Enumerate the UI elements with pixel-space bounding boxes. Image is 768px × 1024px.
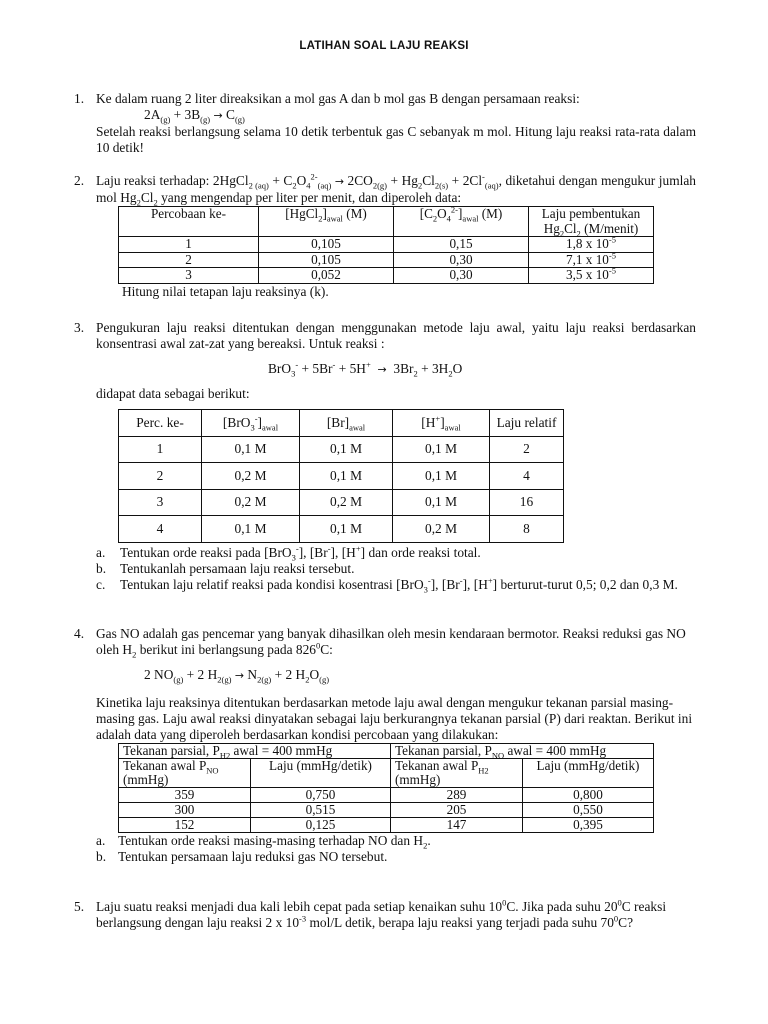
question-2-footer: Hitung nilai tetapan laju reaksinya (k). bbox=[122, 283, 329, 299]
table-subheader-row bbox=[119, 759, 654, 788]
col-laju-relatif: Laju relatif bbox=[490, 410, 564, 437]
question-number: 5. bbox=[74, 899, 85, 914]
col-c2o4: $[C_2O_4^{2-}]_{awal}$ (M) bbox=[394, 207, 529, 237]
reaction-equation-1: $2A_{(g)} + 3B_{(g)} \to C_{(g)}$ bbox=[144, 107, 245, 125]
table-row: 3 0,2 M 0,2 M 0,1 M 16 bbox=[119, 489, 564, 516]
data-table-q4 bbox=[118, 743, 654, 833]
col-hgcl2: $[HgCl_2]_{awal}$ (M) bbox=[259, 207, 394, 237]
list-item: b. Tentukan persamaan laju reduksi gas NO tersebut. bbox=[96, 849, 388, 864]
question-3-subquestions bbox=[96, 545, 696, 593]
question-number: 3. bbox=[74, 320, 85, 335]
table-row: 2 0,2 M 0,1 M 0,1 M 4 bbox=[119, 463, 564, 490]
table-row: 1 0,1 M 0,1 M 0,1 M 2 bbox=[119, 436, 564, 463]
col-br: $[Br]_{awal}$ bbox=[300, 410, 393, 437]
reaction-equation-3: $BrO_3^- + 5Br^- + 5H^+ \to 3Br_2 + 3H_2O$ bbox=[268, 359, 463, 379]
question-3-intro: Pengukuran laju reaksi ditentukan dengan menggunakan metode laju awal, yaitu laju reaksi berdasarkan konsentrasi awal zat-zat yang bereaksi. Untuk reaksi : bbox=[96, 320, 696, 351]
table-row: 1 0,105 0,15 1,8 x $10^{-5}$ bbox=[119, 237, 654, 253]
reaction-equation-4: 2 $NO_{(g)} + 2$ $H_{2(g)} \to N_{2(g)} + 2$ $H_2O_{(g)}$ bbox=[144, 667, 330, 685]
col-perc: Perc. ke- bbox=[119, 410, 202, 437]
col-pno: Tekanan awal $P_{NO}$ (mmHg) bbox=[119, 759, 251, 788]
col-h: $[H^+]_{awal}$ bbox=[393, 410, 490, 437]
question-1-body: Setelah reaksi berlangsung selama 10 detik terbentuk gas C sebanyak m mol. Hitung laju reaksi rata-rata dalam 10 detik! bbox=[96, 124, 696, 155]
table-header-row bbox=[119, 744, 654, 759]
question-4 bbox=[74, 626, 696, 865]
list-item: b. Tentukanlah persamaan laju reaksi tersebut. bbox=[96, 560, 355, 576]
question-1 bbox=[74, 91, 696, 156]
question-3 bbox=[74, 320, 696, 595]
list-item: a. Tentukan orde reaksi masing-masing terhadap NO dan $H_2$. bbox=[96, 833, 431, 851]
question-5-text: Laju suatu reaksi menjadi dua kali lebih cepat pada setiap kenaikan suhu $10^0C$. Jika pada suhu $20^0C$ reaksi berlangsung dengan laju reaksi 2 x $10^{-3}$ mol/L detik, berapa laju reaksi yang terjadi pada suhu $70^0C$? bbox=[96, 897, 667, 930]
col-laju: Laju pembentukan $Hg_2Cl_2$ (M/menit) bbox=[529, 207, 654, 237]
data-table-q2 bbox=[118, 206, 654, 284]
table-row: 300 0,515 205 0,550 bbox=[119, 803, 654, 818]
list-item: a. Tentukan orde reaksi pada [BrO$_3$-], [Br-], [H+] dan orde reaksi total. bbox=[96, 543, 481, 563]
question-4-paragraph: Kinetika laju reaksinya ditentukan berdasarkan metode laju awal dengan mengukur tekanan parsial masing-masing gas. Laju awal reaksi dinyatakan sebagai laju berkurangnya tekanan parsial (P) dari reaktan. Berikut ini adalah data yang diperoleh berdasarkan kondisi percobaan yang dilakukan: bbox=[96, 695, 693, 742]
right-header: Tekanan parsial, $P_{NO}$ awal = 400 mmHg bbox=[391, 744, 654, 759]
question-2 bbox=[74, 171, 696, 300]
col-percobaan: Percobaan ke- bbox=[119, 207, 259, 237]
table-row: 4 0,1 M 0,1 M 0,2 M 8 bbox=[119, 516, 564, 543]
list-item: c. Tentukan laju relatif reaksi pada kondisi kosentrasi [BrO$_3$-], [Br-], [H+] berturut-turut 0,5; 0,2 dan 0,3 M. bbox=[96, 575, 678, 595]
col-bro3: $[BrO_3^-]_{awal}$ bbox=[202, 410, 300, 437]
question-1-intro: Ke dalam ruang 2 liter direaksikan a mol gas A dan b mol gas B dengan persamaan reaksi: bbox=[96, 91, 580, 106]
table-header-row bbox=[119, 207, 654, 237]
question-3-data-label: didapat data sebagai berikut: bbox=[96, 386, 250, 401]
question-2-intro: Laju reaksi terhadap: 2HgCl$_{2 (aq)}$ + $C_2O_4^{2-}_{(aq)} \to 2CO_{2(g)} + Hg_2Cl_{2(s)} + 2Cl^-_{(aq)}$, diketahui dengan mengukur jumlah mol $Hg_2Cl_2$ yang mengendap per liter per menit, dan diperoleh data: bbox=[96, 171, 696, 208]
question-5 bbox=[74, 897, 696, 931]
left-header: Tekanan parsial, $P_{H2}$ awal = 400 mmHg bbox=[119, 744, 391, 759]
col-laju-2: Laju (mmHg/detik) bbox=[523, 759, 654, 788]
question-number: 4. bbox=[74, 626, 85, 641]
question-number: 1. bbox=[74, 91, 85, 106]
table-row: 2 0,105 0,30 7,1 x $10^{-5}$ bbox=[119, 252, 654, 268]
page-title: LATIHAN SOAL LAJU REAKSI bbox=[299, 40, 469, 52]
data-table-q3 bbox=[118, 409, 564, 543]
table-header-row bbox=[119, 410, 564, 437]
table-row: 3 0,052 0,30 3,5 x $10^{-5}$ bbox=[119, 268, 654, 284]
table-row: 152 0,125 147 0,395 bbox=[119, 818, 654, 833]
col-laju-1: Laju (mmHg/detik) bbox=[251, 759, 391, 788]
question-4-subquestions bbox=[96, 833, 696, 865]
col-ph2: Tekanan awal $P_{H2}$ (mmHg) bbox=[391, 759, 523, 788]
table-row: 359 0,750 289 0,800 bbox=[119, 788, 654, 803]
question-4-intro: Gas NO adalah gas pencemar yang banyak dihasilkan oleh mesin kendaraan bermotor. Reaksi reduksi gas NO oleh $H_2$ berikut ini berlangsung pada $826^0C$: bbox=[96, 626, 686, 660]
question-number: 2. bbox=[74, 173, 85, 188]
